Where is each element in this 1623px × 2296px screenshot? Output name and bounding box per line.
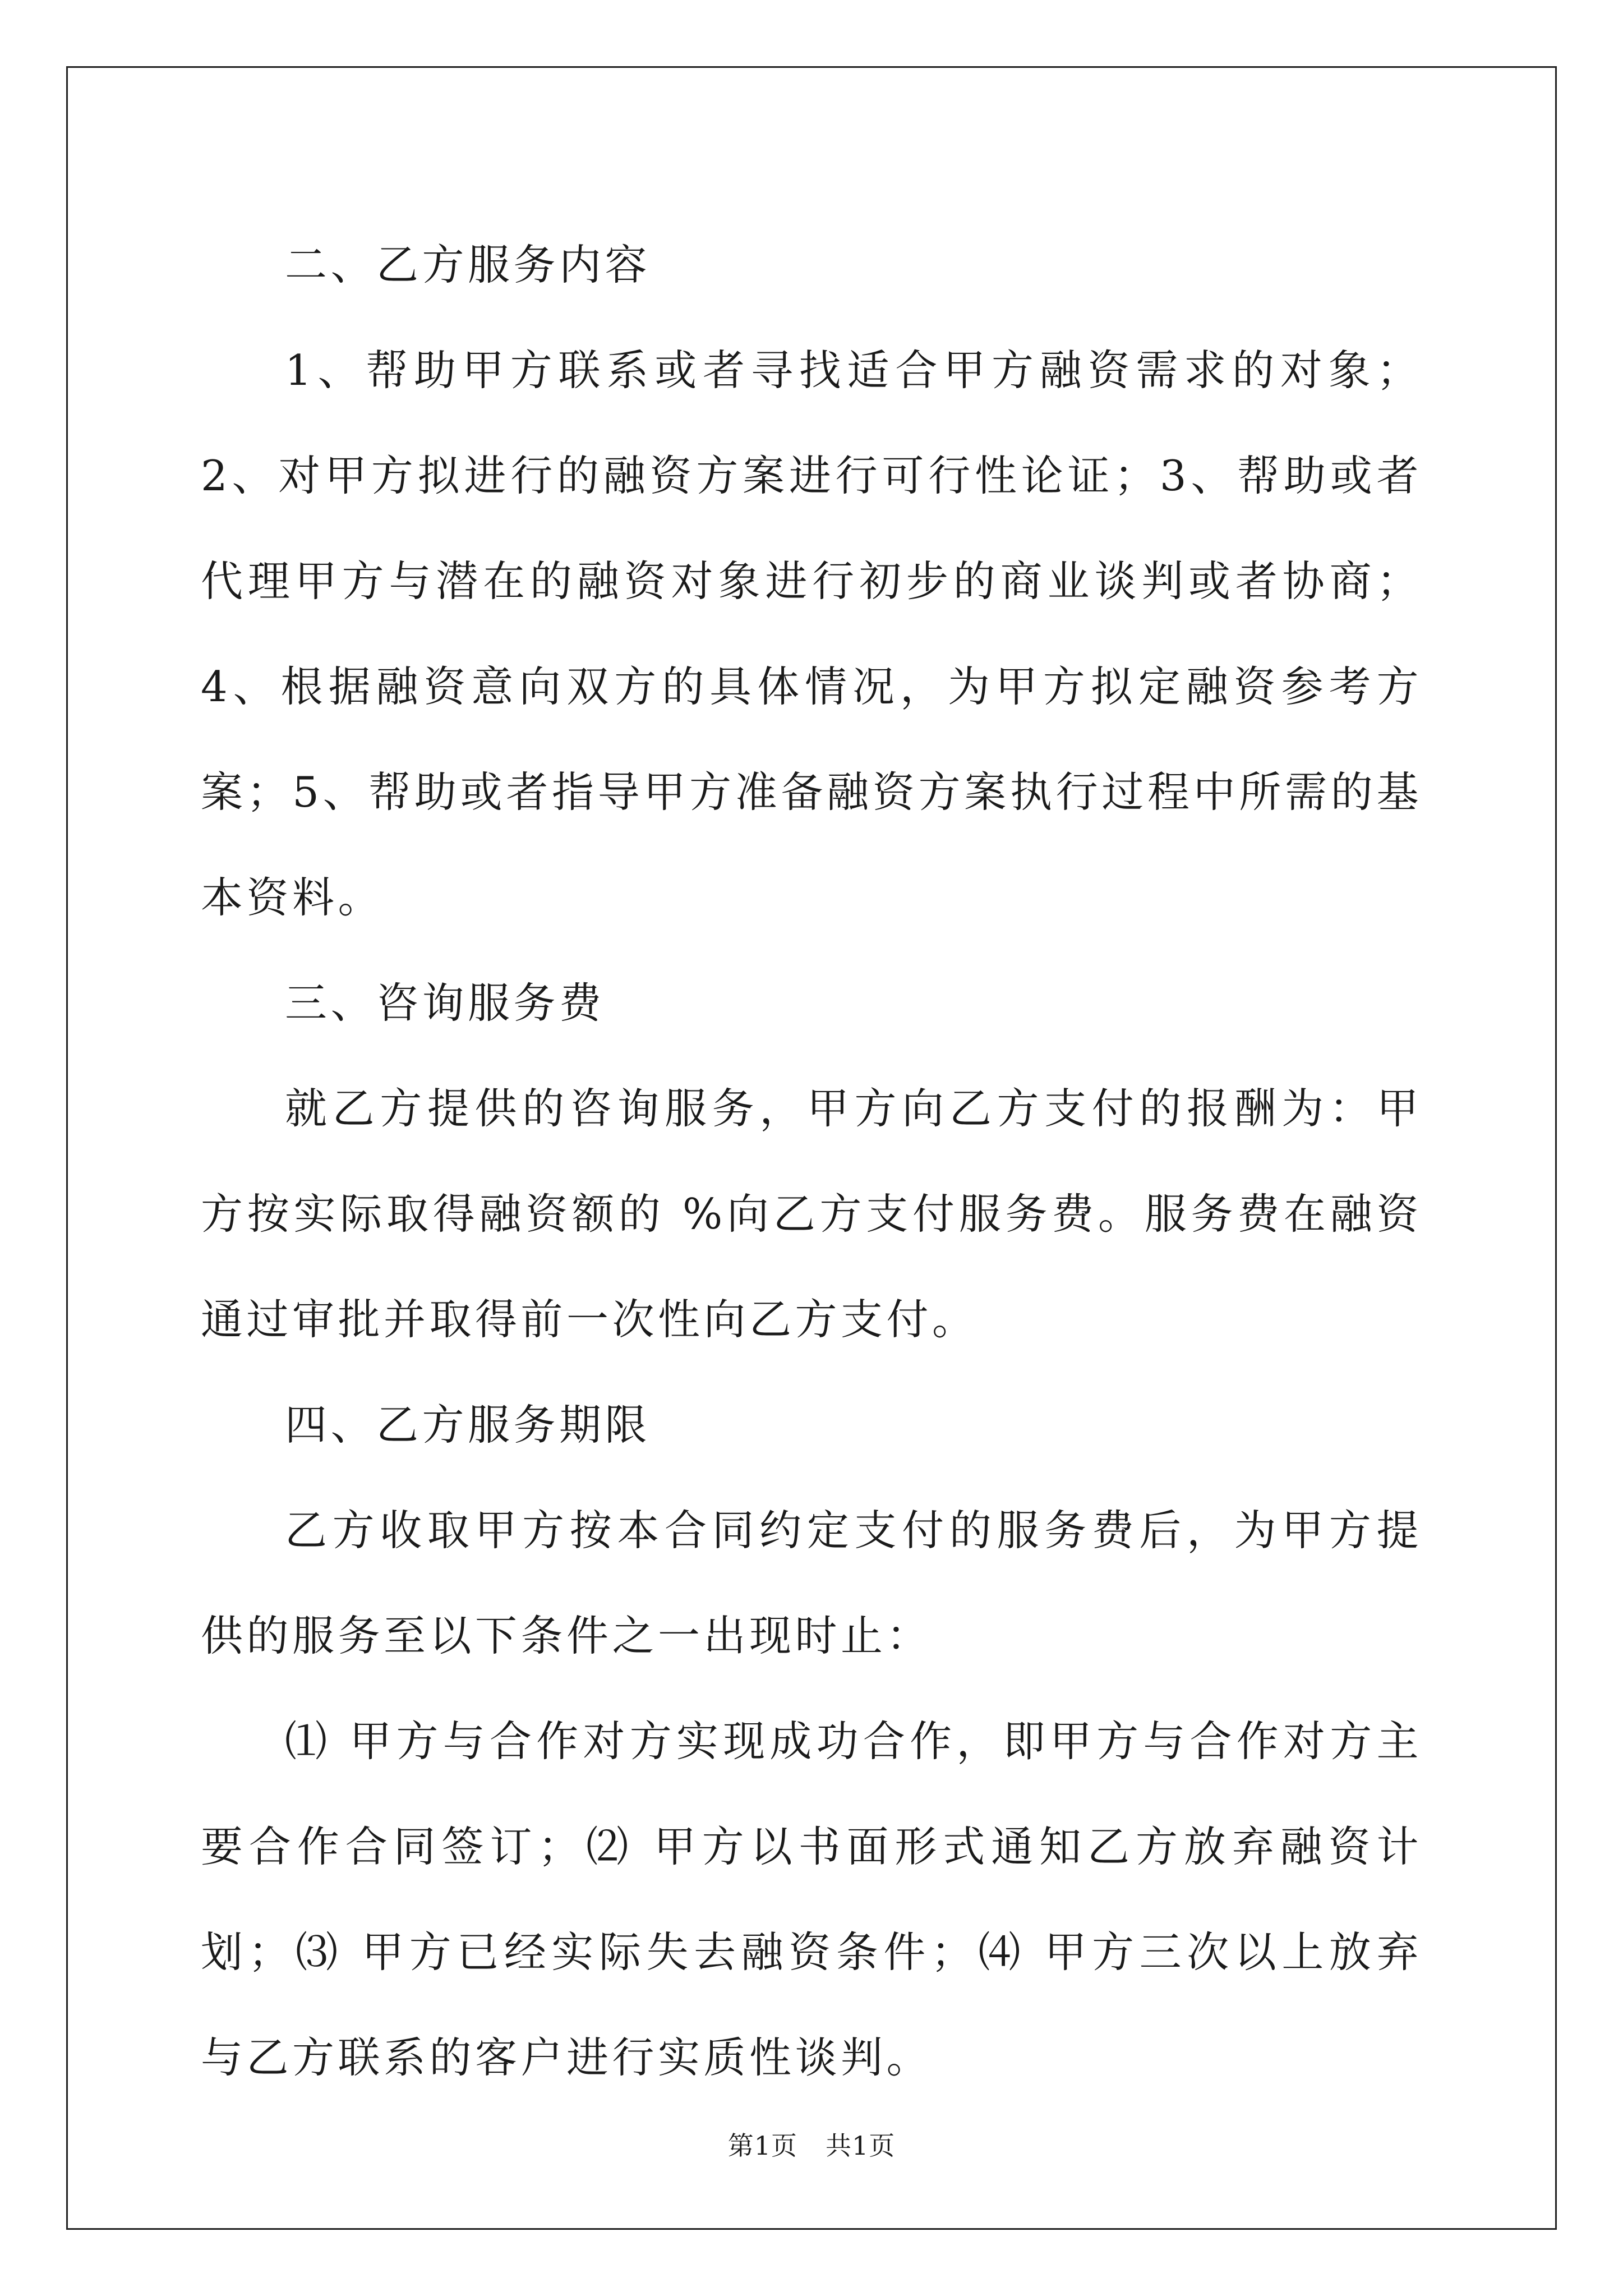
paragraph-service-items: 1、帮助甲方联系或者寻找适合甲方融资需求的对象；2、对甲方拟进行的融资方案进行可行性论证；3、帮助或者代理甲方与潜在的融资对象进行初步的商业谈判或者协商；4、根据融资意向双方的具体情况，为甲方拟定融资参考方案；5、帮助或者指导甲方准备融资方案执行过程中所需的基本资料。 xyxy=(201,346,1422,922)
section-heading-consulting-fee: 三、咨询服务费 xyxy=(285,978,605,1028)
page-number-total: 共1页 xyxy=(826,2131,896,2161)
section-heading-service-content: 二、乙方服务内容 xyxy=(285,240,651,289)
page-number-current: 第1页 xyxy=(727,2131,797,2161)
section-heading-service-period: 四、乙方服务期限 xyxy=(285,1400,651,1450)
paragraph-period-conditions: ⑴ 甲方与合作对方实现成功合作，即甲方与合作对方主要合作合同签订；⑵ 甲方以书面形式通知乙方放弃融资计划；⑶ 甲方已经实际失去融资条件；⑷ 甲方三次以上放弃与乙方联系的客户进行实质性谈判。 xyxy=(201,1717,1422,2082)
paragraph-fee-terms: 就乙方提供的咨询服务，甲方向乙方支付的报酬为：甲方按实际取得融资额的 %向乙方支付服务费。服务费在融资通过审批并取得前一次性向乙方支付。 xyxy=(201,1084,1422,1344)
paragraph-period-intro: 乙方收取甲方按本合同约定支付的服务费后，为甲方提供的服务至以下条件之一出现时止： xyxy=(201,1506,1422,1660)
page-footer xyxy=(0,2129,1623,2162)
document-body xyxy=(201,212,1422,2110)
